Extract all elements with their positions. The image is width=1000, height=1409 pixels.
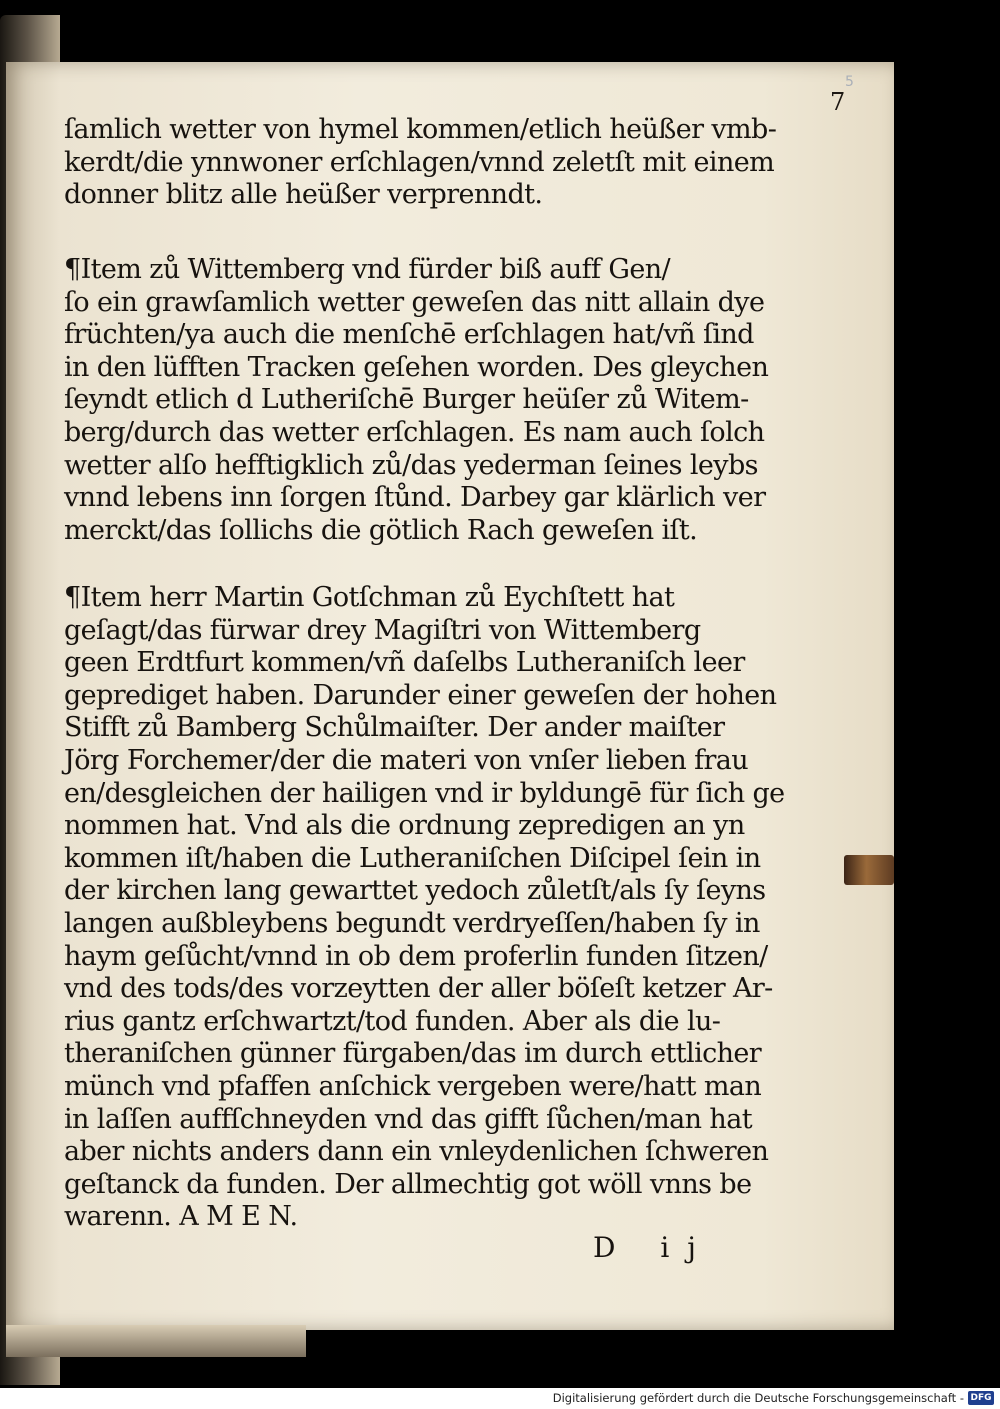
text-line: kommen iſt/haben die Lutheraniſchen Diſcipel ſein in — [64, 842, 761, 874]
page-number: 7 — [830, 88, 846, 116]
text-line: ſeyndt etlich d Lutheriſchē Burger heüſer zů Witem- — [64, 384, 749, 416]
text-line: geprediget haben. Darunder einer geweſen der hohen — [64, 679, 777, 711]
text-line: rius gantz erſchwartzt/tod funden. Aber als die lu- — [64, 1005, 721, 1037]
text-line: in laſſen auffſchneyden vnd das gifft ſůchen/man hat — [64, 1103, 752, 1135]
text-line: ¶Item zů Wittemberg vnd fürder biß auff Gen/ — [64, 254, 671, 285]
text-line: kerdt/die ynnwoner erſchlagen/vnnd zeletſt mit einem — [64, 146, 775, 178]
dfg-logo[interactable]: DFG — [968, 1391, 994, 1405]
text-line: früchten/ya auch die menſchē erſchlagen hat/vñ ſind — [64, 319, 754, 351]
text-line: vnd des tods/des vorzeytten der aller böſeſt ketzer Ar- — [64, 973, 773, 1005]
text-line: langen außbleybens begundt verdryeſſen/haben ſy in — [64, 907, 760, 939]
text-line: ſamlich wetter von hymel kommen/etlich heüßer vmb- — [64, 114, 777, 145]
text-line: der kirchen lang gewarttet yedoch zůletſt/als ſy ſeyns — [64, 875, 766, 907]
footer-credit: Digitalisierung gefördert durch die Deutsche Forschungsgemeinschaft - — [552, 1391, 964, 1405]
signature-mark: D ij — [593, 1231, 714, 1264]
text-line: geſagt/das fürwar drey Magiſtri von Wittemberg — [64, 614, 701, 646]
text-line: wetter alſo hefftigklich zů/das yederman ſeines leybs — [64, 449, 758, 481]
text-line: aber nichts anders dann ein vnleydenlichen ſchweren — [64, 1136, 769, 1168]
text-line: Jörg Forchemer/der die materi von vnſer lieben frau — [64, 744, 749, 776]
text-line: en/desgleichen der hailigen vnd ir byldungē für ſich ge — [64, 777, 785, 809]
text-line: ſo ein grawſamlich wetter geweſen das nitt allain dye — [64, 286, 765, 318]
paragraph-2 — [64, 254, 768, 547]
text-line: geen Erdtfurt kommen/vñ daſelbs Lutheraniſch leer — [64, 647, 745, 679]
text-line: vnnd lebens inn ſorgen ſtůnd. Darbey gar klärlich ver — [64, 482, 766, 514]
text-line: berg/durch das wetter erſchlagen. Es nam auch ſolch — [64, 416, 765, 448]
page-lower-edge — [6, 1325, 306, 1357]
text-line: nommen hat. Vnd als die ordnung zepredigen an yn — [64, 810, 745, 842]
text-line: münch vnd pfaffen anſchick vergeben were/hatt man — [64, 1070, 762, 1102]
text-line: in den lüfften Tracken geſehen worden. Des gleychen — [64, 351, 769, 383]
text-line: donner blitz alle heüßer verprenndt. — [64, 179, 543, 211]
text-line: theraniſchen günner fürgaben/das im durch ettlicher — [64, 1038, 762, 1070]
paragraph-3 — [64, 582, 785, 1234]
paragraph-1 — [64, 114, 776, 212]
bookmark-tab — [844, 855, 894, 885]
text-line: Stifft zů Bamberg Schůlmaiſter. Der ander maiſter — [64, 712, 725, 744]
text-line: merckt/das ſollichs die götlich Rach geweſen iſt. — [64, 514, 698, 546]
pencil-mark: 5 — [845, 74, 854, 90]
footer-bar — [0, 1388, 1000, 1409]
text-line: haym geſůcht/vnnd in ob dem proferlin funden ſitzen/ — [64, 940, 768, 972]
text-line: ¶Item herr Martin Gotſchman zů Eychſtett hat — [64, 582, 675, 613]
text-line: geſtanck da funden. Der allmechtig got wöll vnns be — [64, 1168, 752, 1200]
text-line: warenn. A M E N. — [64, 1201, 298, 1233]
